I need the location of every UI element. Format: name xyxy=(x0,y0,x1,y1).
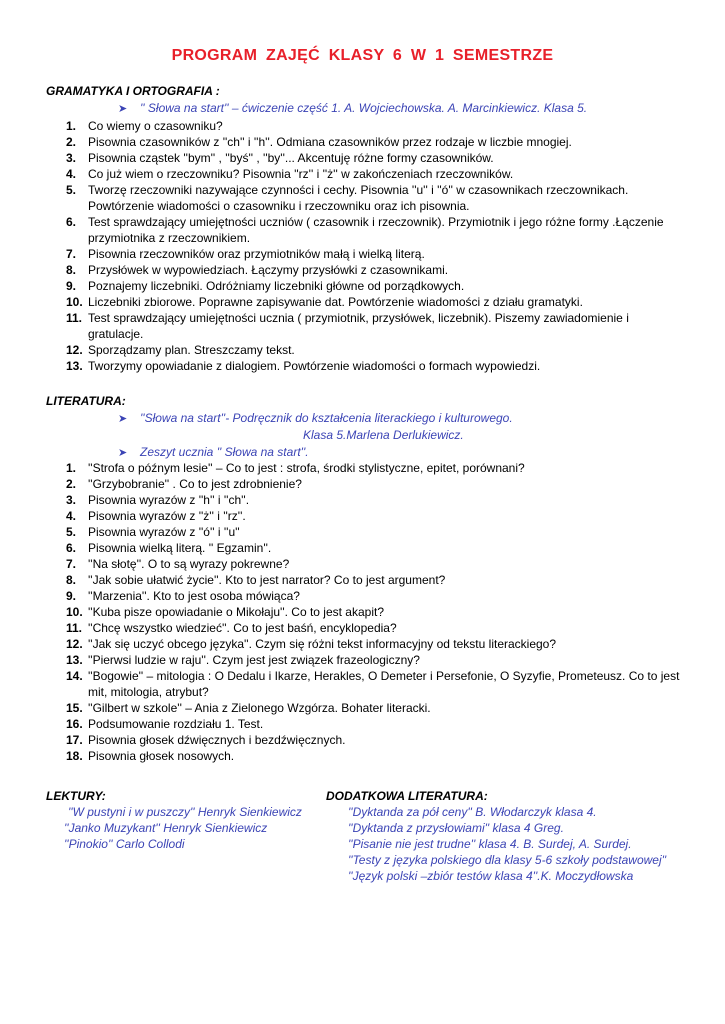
list-item-number: 10. xyxy=(66,605,83,619)
extra-literature-item: ''Pisanie nie jest trudne'' klasa 4. B. Surdej, A. Surdej. xyxy=(348,837,632,851)
list-item-number: 10. xyxy=(66,295,83,309)
list-item xyxy=(46,508,686,524)
list-item-number: 6. xyxy=(66,541,77,555)
list-item-number: 1. xyxy=(66,119,77,133)
list-item-number: 2. xyxy=(66,135,77,149)
list-item-text: Pisownia wyrazów z ''h'' i ''ch''. xyxy=(88,493,250,507)
list-item xyxy=(46,476,686,492)
list-item xyxy=(46,294,686,310)
list-item-text: Pisownia wyrazów z ''ż'' i ''rz''. xyxy=(88,509,246,523)
list-item-text: ''Bogowie'' – mitologia : O Dedalu i Ikarze, Herakles, O Demeter i Persefonie, O Syzyfie, Prometeusz. Co to jest mit, mitologia, atrybut? xyxy=(88,669,680,699)
list-item-number: 3. xyxy=(66,493,77,507)
readings-column xyxy=(46,788,316,852)
list-item-text: Liczebniki zbiorowe. Poprawne zapisywanie dat. Powtórzenie wiadomości z działu gramatyki. xyxy=(88,295,583,309)
list-item xyxy=(46,636,686,652)
list-item-number: 7. xyxy=(66,557,77,571)
list-item-text: Co wiemy o czasowniku? xyxy=(88,119,223,133)
literature-book2: Zeszyt ucznia '' Słowa na start''. xyxy=(140,445,309,459)
list-item-text: Tworzę rzeczowniki nazywające czynności i cechy. Pisownia ''u'' i ''ó'' w czasownikach rzeczownikach. Powtórzenie wiadomości o czasowniku i rzeczowniku oraz ich pisownia. xyxy=(88,183,629,213)
list-item-number: 6. xyxy=(66,215,77,229)
list-item-text: ''Gilbert w szkole'' – Ania z Zielonego Wzgórza. Bohater literacki. xyxy=(88,701,431,715)
list-item xyxy=(46,460,686,476)
grammar-list xyxy=(46,118,686,374)
list-item xyxy=(46,732,686,748)
list-item xyxy=(46,572,686,588)
list-item xyxy=(46,588,686,604)
list-item-number: 8. xyxy=(66,573,77,587)
list-item xyxy=(46,278,686,294)
literature-book1b: Klasa 5.Marlena Derlukiewicz. xyxy=(303,428,464,442)
list-item-text: Test sprawdzający umiejętności ucznia ( przymiotnik, przysłówek, liczebnik). Piszemy zawiadomienie i gratulacje. xyxy=(88,311,629,341)
list-item xyxy=(46,524,686,540)
list-item-number: 4. xyxy=(66,509,77,523)
list-item-number: 7. xyxy=(66,247,77,261)
list-item-text: Tworzymy opowiadanie z dialogiem. Powtórzenie wiadomości o formach wypowiedzi. xyxy=(88,359,541,373)
list-item-text: Co już wiem o rzeczowniku? Pisownia ''rz'' i ''ż'' w zakończeniach rzeczowników. xyxy=(88,167,514,181)
list-item xyxy=(46,652,686,668)
list-item-text: ''Pierwsi ludzie w raju''. Czym jest jest związek frazeologiczny? xyxy=(88,653,420,667)
extra-literature-item: ''Dyktanda z przysłowiami'' klasa 4 Greg. xyxy=(348,821,564,835)
list-item-text: Sporządzamy plan. Streszczamy tekst. xyxy=(88,343,295,357)
list-item xyxy=(46,246,686,262)
list-item-text: ''Chcę wszystko wiedzieć''. Co to jest baśń, encyklopedia? xyxy=(88,621,397,635)
list-item-number: 2. xyxy=(66,477,77,491)
reading-item: ''W pustyni i w puszczy'' Henryk Sienkiewicz xyxy=(68,805,302,819)
grammar-heading: GRAMATYKA I ORTOGRAFIA : xyxy=(46,84,220,98)
list-item xyxy=(46,556,686,572)
list-item-number: 13. xyxy=(66,653,83,667)
arrow-bullet-icon: ➤ xyxy=(118,413,128,425)
extra-literature-item: ''Język polski –zbiór testów klasa 4''.K. Moczydłowska xyxy=(348,869,634,883)
literature-book1: ''Słowa na start''- Podręcznik do kształcenia literackiego i kulturowego. xyxy=(140,411,513,425)
literature-book2-line xyxy=(118,445,309,459)
list-item xyxy=(46,620,686,636)
page-title: PROGRAM ZAJĘĆ KLASY 6 W 1 SEMESTRZE xyxy=(171,47,554,64)
list-item-text: Pisownia wyrazów z ''ó'' i ''u'' xyxy=(88,525,240,539)
literature-heading: LITERATURA: xyxy=(46,394,126,408)
list-item xyxy=(46,262,686,278)
list-item-text: ''Marzenia''. Kto to jest osoba mówiąca? xyxy=(88,589,300,603)
list-item-text: Przysłówek w wypowiedziach. Łączymy przysłówki z czasownikami. xyxy=(88,263,449,277)
list-item xyxy=(46,358,686,374)
list-item-text: ''Jak się uczyć obcego języka''. Czym się różni tekst informacyjny od tekstu literackiego? xyxy=(88,637,557,651)
reading-item: ''Janko Muzykant'' Henryk Sienkiewicz xyxy=(64,821,268,835)
list-item-number: 11. xyxy=(66,621,83,635)
extra-literature-item: ''Dyktanda za pół ceny'' B. Włodarczyk klasa 4. xyxy=(348,805,597,819)
list-item-number: 5. xyxy=(66,183,77,197)
list-item-text: Pisownia cząstek ''bym'' , ''byś'' , ''by''... Akcentuję różne formy czasowników. xyxy=(88,151,494,165)
list-item-text: ''Na słotę''. O to są wyrazy pokrewne? xyxy=(88,557,290,571)
list-item xyxy=(46,492,686,508)
list-item-number: 8. xyxy=(66,263,77,277)
list-item-text: Pisownia głosek dźwięcznych i bezdźwięcznych. xyxy=(88,733,346,747)
arrow-bullet-icon: ➤ xyxy=(118,447,128,459)
list-item-text: ''Kuba pisze opowiadanie o Mikołaju''. Co to jest akapit? xyxy=(88,605,385,619)
list-item-text: Pisownia rzeczowników oraz przymiotników małą i wielką literą. xyxy=(88,247,425,261)
list-item-text: Test sprawdzający umiejętności uczniów ( czasownik i rzeczownik). Przymiotnik i jego różne formy .Łączenie przymiotnika z rzeczownikiem. xyxy=(88,215,664,245)
list-item-number: 4. xyxy=(66,167,77,181)
list-item xyxy=(46,716,686,732)
list-item-number: 9. xyxy=(66,589,77,603)
list-item-text: Pisownia czasowników z ''ch'' i ''h''. Odmiana czasowników przez rodzaje w liczbie mnogiej. xyxy=(88,135,572,149)
list-item-text: ''Jak sobie ułatwić życie''. Kto to jest narrator? Co to jest argument? xyxy=(88,573,446,587)
list-item xyxy=(46,310,686,342)
list-item-number: 12. xyxy=(66,343,83,357)
list-item xyxy=(46,134,686,150)
list-item-text: ''Strofa o późnym lesie'' – Co to jest : strofa, środki stylistyczne, epitet, porównani? xyxy=(88,461,525,475)
list-item xyxy=(46,540,686,556)
list-item-text: Poznajemy liczebniki. Odróżniamy liczebniki główne od porządkowych. xyxy=(88,279,465,293)
list-item-number: 1. xyxy=(66,461,77,475)
list-item-number: 13. xyxy=(66,359,83,373)
list-item-text: ''Grzybobranie'' . Co to jest zdrobnienie? xyxy=(88,477,302,491)
extra-literature-item: ''Testy z języka polskiego dla klasy 5-6 szkoły podstawowej'' xyxy=(348,853,667,867)
list-item xyxy=(46,150,686,166)
list-item xyxy=(46,118,686,134)
list-item-number: 14. xyxy=(66,669,83,683)
list-item xyxy=(46,342,686,358)
list-item-number: 18. xyxy=(66,749,83,763)
list-item-number: 11. xyxy=(66,311,83,325)
list-item xyxy=(46,604,686,620)
list-item-number: 5. xyxy=(66,525,77,539)
reading-item: ''Pinokio'' Carlo Collodi xyxy=(64,837,185,851)
literature-list xyxy=(46,460,686,764)
grammar-book-line xyxy=(118,101,587,115)
literature-book1-line xyxy=(118,411,513,425)
list-item-number: 17. xyxy=(66,733,83,747)
list-item-number: 16. xyxy=(66,717,83,731)
list-item xyxy=(46,182,686,214)
grammar-book: '' Słowa na start'' – ćwiczenie część 1. A. Wojciechowska. A. Marcinkiewicz. Klasa 5. xyxy=(140,101,588,115)
list-item xyxy=(46,214,686,246)
list-item-number: 3. xyxy=(66,151,77,165)
list-item-text: Podsumowanie rozdziału 1. Test. xyxy=(88,717,264,731)
list-item xyxy=(46,166,686,182)
list-item-number: 9. xyxy=(66,279,77,293)
list-item-text: Pisownia głosek nosowych. xyxy=(88,749,235,763)
extra-literature-heading: DODATKOWA LITERATURA: xyxy=(326,789,488,803)
list-item xyxy=(46,748,686,764)
arrow-bullet-icon: ➤ xyxy=(118,103,128,115)
list-item-text: Pisownia wielką literą. '' Egzamin''. xyxy=(88,541,272,555)
list-item xyxy=(46,700,686,716)
readings-heading: LEKTURY: xyxy=(46,789,106,803)
list-item-number: 15. xyxy=(66,701,83,715)
list-item xyxy=(46,668,686,700)
extra-literature-column xyxy=(326,788,706,884)
list-item-number: 12. xyxy=(66,637,83,651)
